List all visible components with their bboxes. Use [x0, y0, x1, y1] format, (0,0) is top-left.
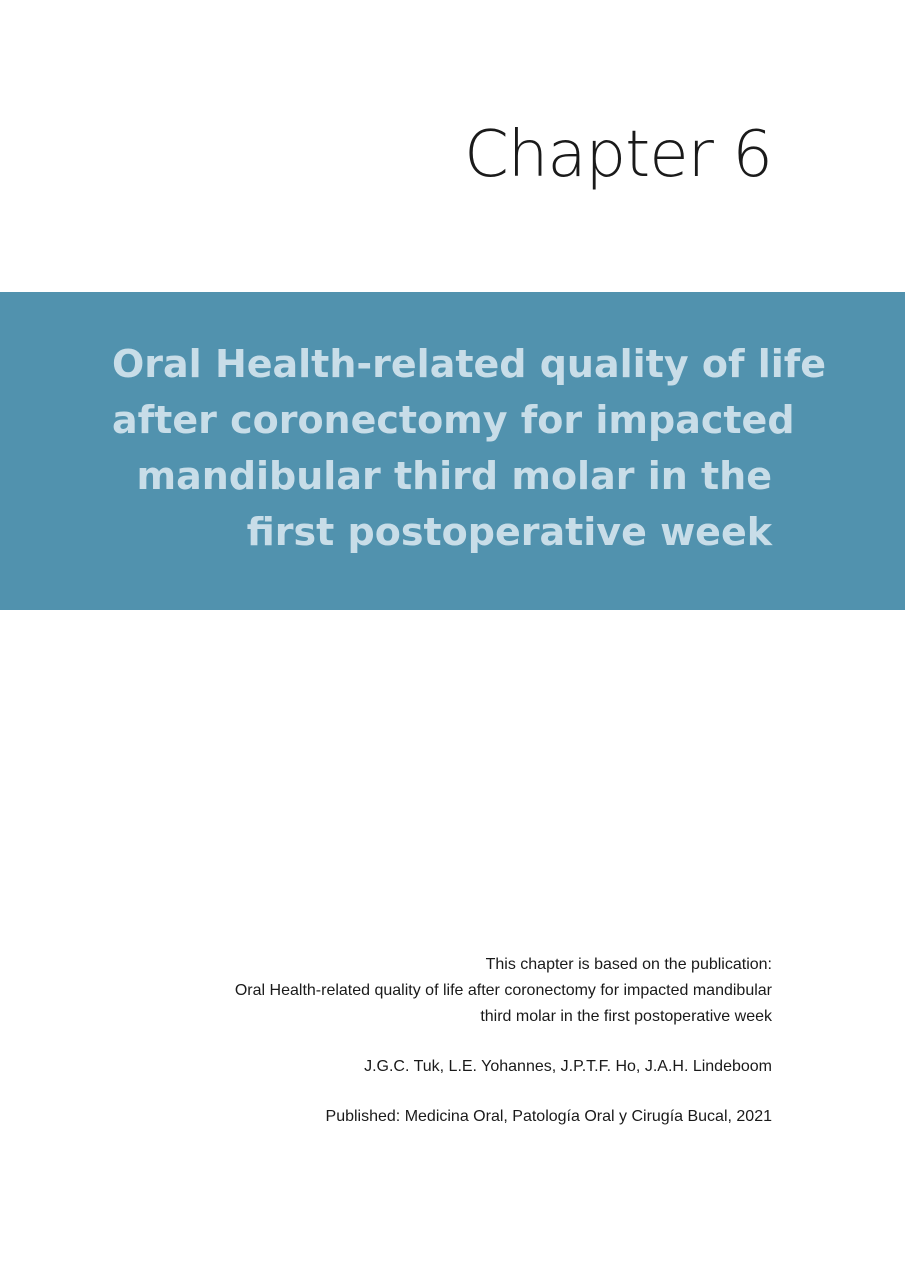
publication-intro-text: This chapter is based on the publication: [485, 956, 772, 973]
published-text: Published: Medicina Oral, Patología Oral y Cirugía Bucal, 2021 [325, 1108, 772, 1125]
chapter-title-line-3: mandibular third molar in the [136, 454, 772, 498]
chapter-title-line-4: first postoperative week [246, 510, 772, 554]
publication-intro [92, 952, 772, 1030]
publication-authors [92, 1054, 772, 1080]
chapter-number-heading: Chapter 6 [464, 118, 772, 192]
chapter-title-line-1: Oral Health-related quality of life [112, 342, 827, 386]
chapter-title [112, 336, 827, 560]
chapter-title-line-2: after coronectomy for impacted [112, 398, 795, 442]
publication-title-line-1: Oral Health-related quality of life after coronectomy for impacted mandibular [234, 982, 772, 999]
authors-text: J.G.C. Tuk, L.E. Yohannes, J.P.T.F. Ho, J.A.H. Lindeboom [364, 1058, 772, 1075]
publication-title-line-2: third molar in the first postoperative week [480, 1008, 772, 1025]
publication-source [92, 1104, 772, 1130]
publication-info [92, 952, 772, 1130]
title-band [0, 292, 905, 610]
